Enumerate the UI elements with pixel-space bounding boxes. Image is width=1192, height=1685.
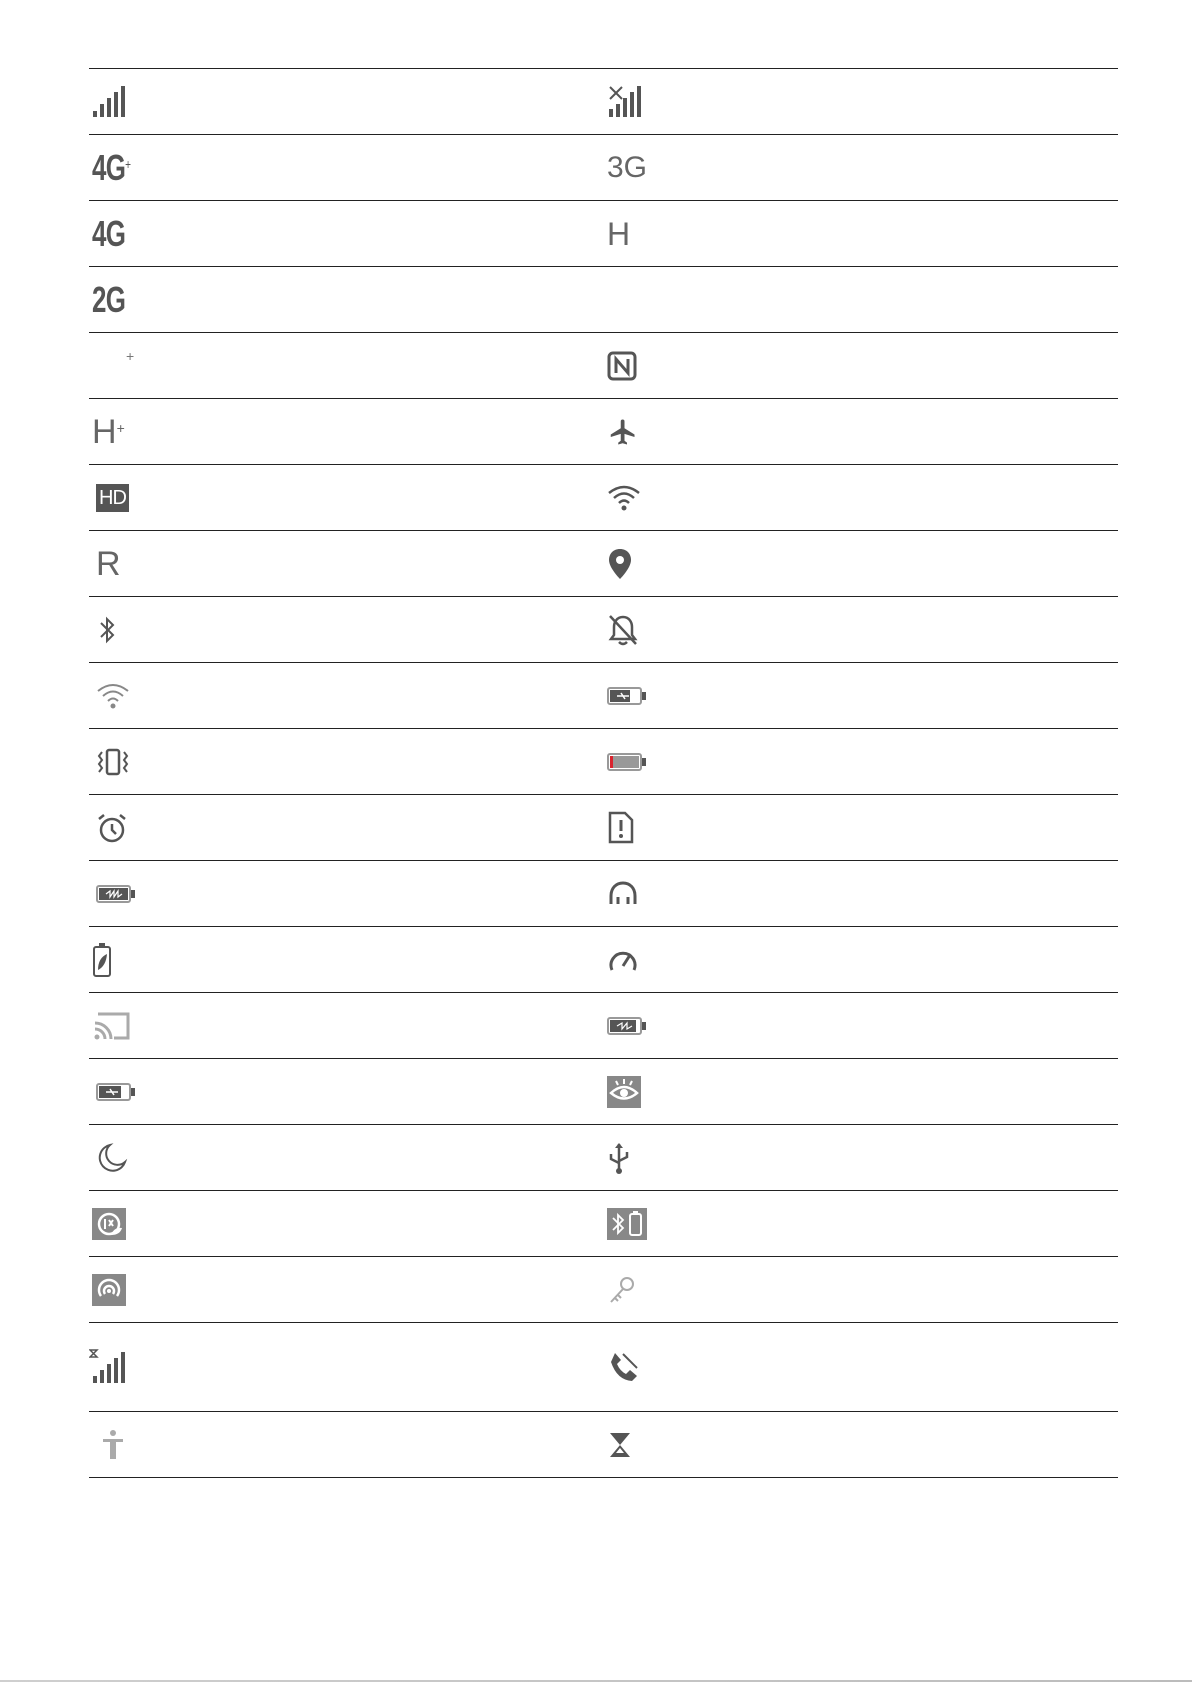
screen-cast-icon (92, 1009, 132, 1043)
eye-comfort-icon (607, 1076, 641, 1108)
table-row (89, 663, 1118, 729)
blank-plus-icon: + (126, 347, 135, 364)
table-row (89, 1412, 1118, 1478)
performance-mode-icon (607, 946, 639, 974)
battery-charging-icon (607, 686, 647, 706)
table-row (89, 531, 1118, 597)
silent-mode-icon (607, 613, 639, 647)
hotspot-icon (92, 1274, 126, 1306)
bluetooth-battery-icon (607, 1208, 647, 1240)
alarm-icon (96, 812, 128, 844)
nfc-icon (607, 351, 637, 381)
bluetooth-icon (96, 615, 120, 645)
4g-icon: 4G (92, 212, 126, 254)
hspa-icon: H (607, 215, 631, 252)
data-saver-icon (92, 1208, 126, 1240)
do-not-disturb-icon (96, 1142, 128, 1174)
signal-timer-icon (89, 1349, 129, 1385)
table-row (89, 1059, 1118, 1125)
table-row (89, 795, 1118, 861)
table-row (89, 267, 1118, 333)
table-row (89, 1257, 1118, 1323)
table-row (89, 597, 1118, 663)
table-row (89, 1125, 1118, 1191)
wifi-hotspot-icon (96, 683, 130, 709)
table-row (89, 993, 1118, 1059)
vibration-icon (96, 747, 130, 777)
table-row (89, 399, 1118, 465)
table-row (89, 69, 1118, 135)
table-row (89, 333, 1118, 399)
super-charging-icon (96, 884, 136, 904)
no-signal-icon (607, 85, 647, 119)
wireless-charging-icon (96, 1082, 136, 1102)
power-saving-icon (92, 942, 112, 978)
2g-icon: 2G (92, 278, 126, 320)
3g-icon: 3G (607, 150, 648, 184)
usb-icon (607, 1142, 631, 1174)
table-row (89, 1191, 1118, 1257)
hspa-plus-icon: H + (92, 412, 125, 451)
fast-charging-icon (607, 1016, 647, 1036)
table-row (89, 927, 1118, 993)
table-row (89, 861, 1118, 927)
battery-low-icon (607, 752, 647, 772)
vpn-key-icon (607, 1274, 637, 1306)
4g-plus-icon: 4G + (92, 146, 131, 188)
page-divider (0, 1680, 1192, 1682)
table-row (89, 201, 1118, 267)
missed-call-icon (607, 1350, 639, 1384)
table-row (89, 729, 1118, 795)
volte-hd-icon: HD (96, 484, 129, 512)
status-icon-table (89, 68, 1118, 1478)
no-sim-icon (607, 811, 635, 845)
timer-hourglass-icon (607, 1431, 633, 1459)
table-row (89, 1323, 1118, 1412)
airplane-mode-icon (607, 417, 637, 447)
table-row (89, 465, 1118, 531)
location-icon (607, 548, 633, 580)
table-row (89, 135, 1118, 201)
signal-strength-icon (92, 85, 126, 119)
roaming-icon: R (96, 544, 121, 583)
wifi-icon (607, 485, 641, 511)
driving-mode-icon (100, 1429, 126, 1461)
headset-icon (607, 880, 639, 908)
